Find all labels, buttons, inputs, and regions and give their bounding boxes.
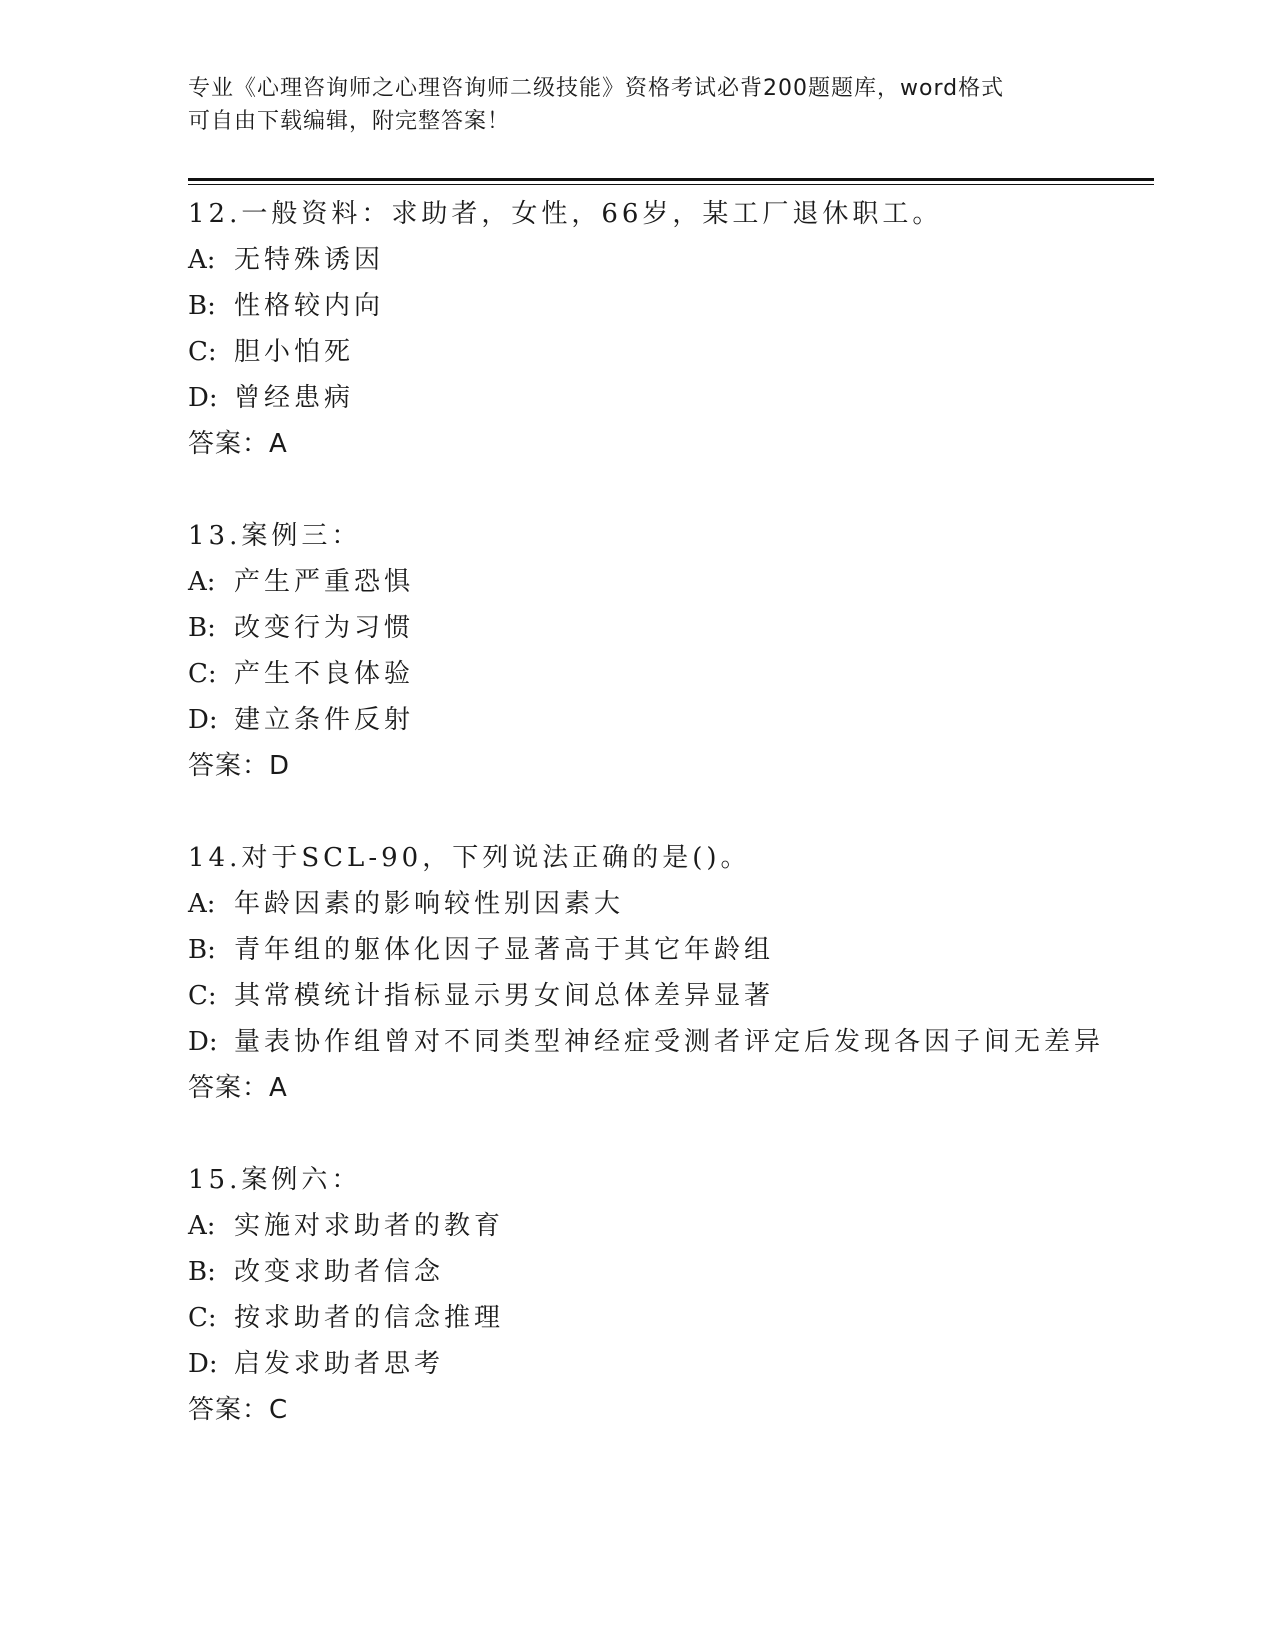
option-key: C: — [188, 1303, 217, 1333]
option-d — [188, 1341, 1148, 1387]
option-d — [188, 697, 1148, 743]
option-key: A: — [188, 567, 216, 597]
option-key: B: — [188, 291, 216, 321]
option-key: D: — [188, 1349, 218, 1379]
option-text: 产生不良体验 — [234, 659, 415, 689]
option-key: A: — [188, 889, 216, 919]
question-13 — [188, 513, 1148, 789]
option-b — [188, 283, 1148, 329]
option-c — [188, 1295, 1148, 1341]
answer: 答案：A — [188, 1073, 288, 1103]
answer: 答案：D — [188, 751, 291, 781]
question-stem: 15.案例六： — [188, 1165, 362, 1195]
document-header — [188, 72, 1088, 138]
question-14 — [188, 835, 1148, 1111]
option-text: 实施对求助者的教育 — [234, 1211, 505, 1241]
header-divider-thin — [188, 184, 1154, 185]
option-d — [188, 375, 1148, 421]
option-c — [188, 651, 1148, 697]
option-text: 建立条件反射 — [234, 705, 415, 735]
option-key: C: — [188, 337, 217, 367]
option-key: B: — [188, 1257, 216, 1287]
option-text: 产生严重恐惧 — [234, 567, 415, 597]
option-text: 改变求助者信念 — [234, 1257, 445, 1287]
option-c — [188, 329, 1148, 375]
question-stem: 13.案例三： — [188, 521, 362, 551]
question-15 — [188, 1157, 1148, 1433]
option-text: 改变行为习惯 — [234, 613, 415, 643]
option-key: D: — [188, 1027, 218, 1057]
option-text: 性格较内向 — [234, 291, 385, 321]
option-key: B: — [188, 935, 216, 965]
option-a — [188, 1203, 1148, 1249]
option-a — [188, 881, 1148, 927]
option-text: 青年组的躯体化因子显著高于其它年龄组 — [234, 935, 775, 965]
question-list — [188, 191, 1148, 1479]
answer: 答案：C — [188, 1395, 289, 1425]
header-line-2: 可自由下载编辑，附完整答案！ — [188, 109, 511, 134]
option-d — [188, 1019, 1148, 1065]
option-key: D: — [188, 705, 218, 735]
option-b — [188, 605, 1148, 651]
option-key: C: — [188, 659, 217, 689]
option-a — [188, 559, 1148, 605]
option-text: 曾经患病 — [234, 383, 355, 413]
header-divider-thick — [188, 178, 1154, 181]
option-key: A: — [188, 1211, 216, 1241]
option-key: B: — [188, 613, 216, 643]
answer: 答案：A — [188, 429, 288, 459]
option-key: C: — [188, 981, 217, 1011]
option-key: A: — [188, 245, 216, 275]
question-12 — [188, 191, 1148, 467]
option-text: 其常模统计指标显示男女间总体差异显著 — [234, 981, 775, 1011]
option-c — [188, 973, 1148, 1019]
option-text: 按求助者的信念推理 — [234, 1303, 505, 1333]
option-a — [188, 237, 1148, 283]
header-line-1: 专业《心理咨询师之心理咨询师二级技能》资格考试必背200题题库，word格式 — [188, 76, 1005, 101]
option-b — [188, 1249, 1148, 1295]
option-text: 量表协作组曾对不同类型神经症受测者评定后发现各因子间无差异 — [234, 1027, 1105, 1057]
option-text: 年龄因素的影响较性别因素大 — [234, 889, 625, 919]
option-text: 无特殊诱因 — [234, 245, 385, 275]
option-b — [188, 927, 1148, 973]
question-stem: 12.一般资料：求助者，女性，66岁，某工厂退休职工。 — [188, 199, 943, 229]
question-stem: 14.对于SCL-90，下列说法正确的是()。 — [188, 843, 751, 873]
option-text: 启发求助者思考 — [234, 1349, 445, 1379]
option-key: D: — [188, 383, 218, 413]
option-text: 胆小怕死 — [234, 337, 355, 367]
